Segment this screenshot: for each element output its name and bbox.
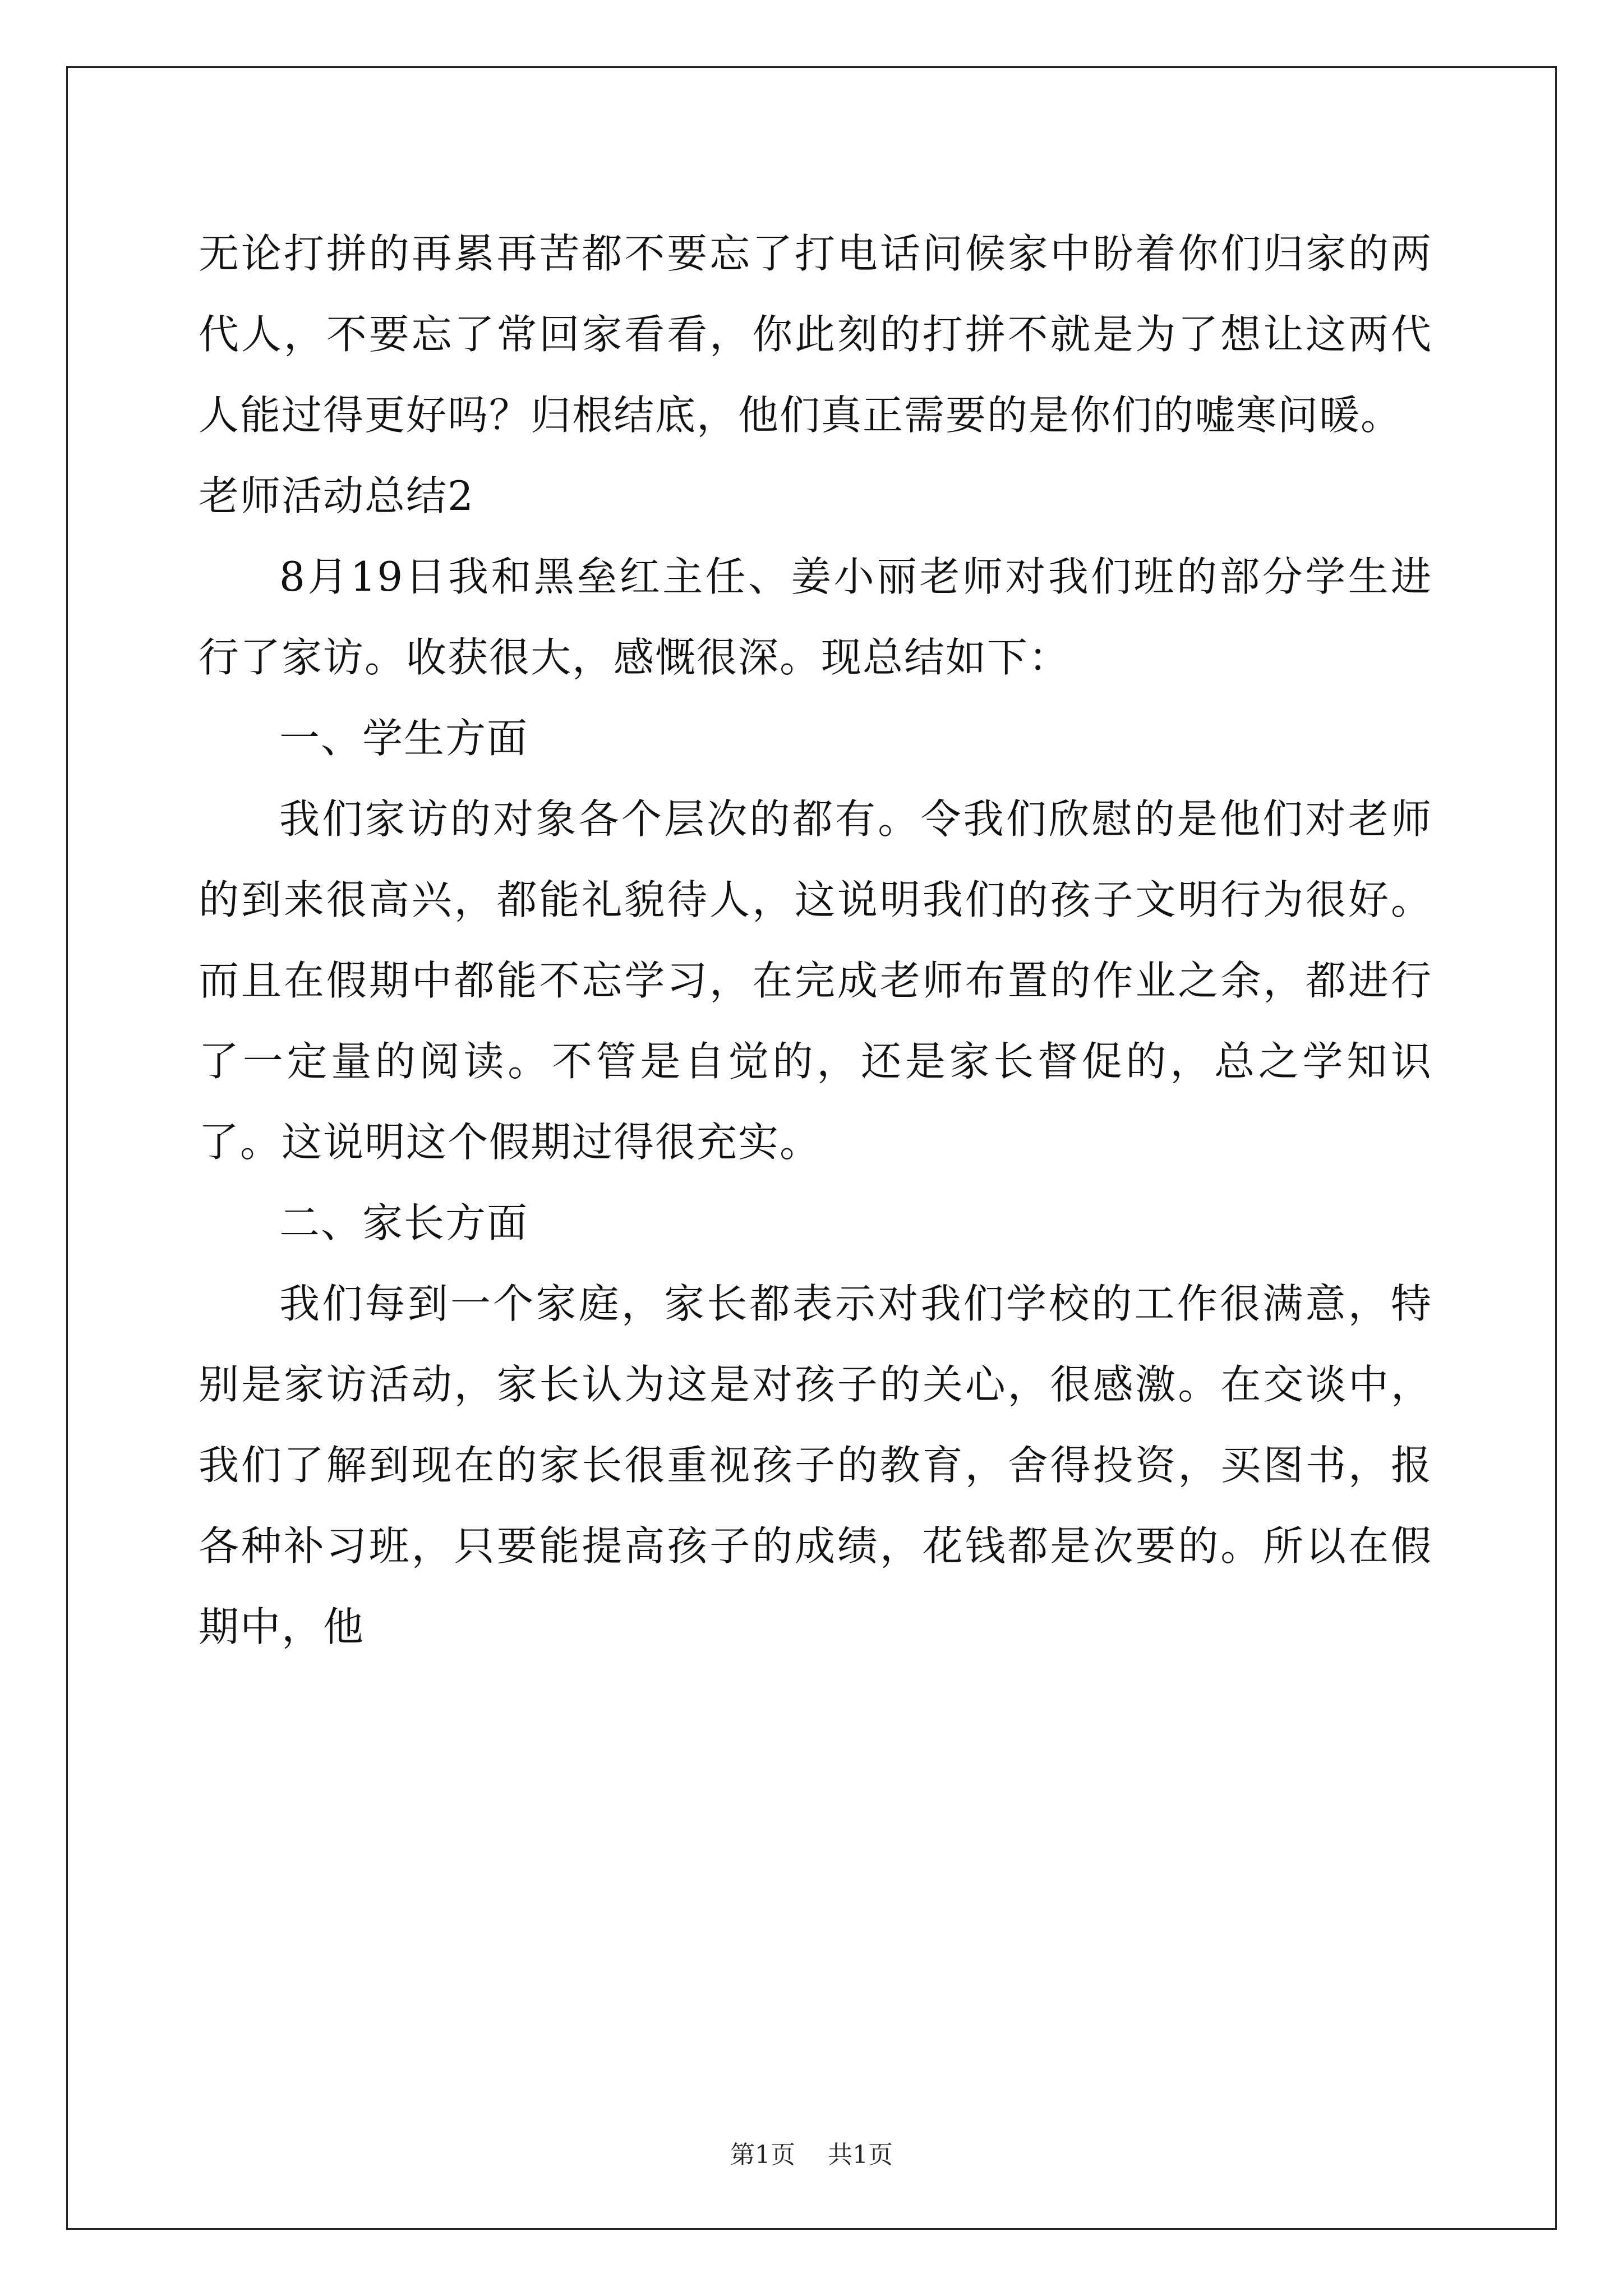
page-total: 共1页	[828, 2141, 893, 2169]
paragraph-4: 我们每到一个家庭，家长都表示对我们学校的工作很满意，特别是家访活动，家长认为这是对孩子的关心，很感激。在交谈中，我们了解到现在的家长很重视孩子的教育，舍得投资，买图书，报各种补习班，只要能提高孩子的成绩，花钱都是次要的。所以在假期中，他	[199, 1280, 1432, 1650]
page-footer	[0, 2138, 1623, 2172]
paragraph-1: 无论打拼的再累再苦都不要忘了打电话问候家中盼着你们归家的两代人，不要忘了常回家看看，你此刻的打拼不就是为了想让这两代人能过得更好吗？归根结底，他们真正需要的是你们的嘘寒问暖。	[199, 230, 1432, 439]
subheading-students: 一、学生方面	[279, 715, 529, 762]
section-heading: 老师活动总结2	[199, 472, 474, 519]
page-number: 第1页	[730, 2141, 795, 2169]
paragraph-3: 我们家访的对象各个层次的都有。令我们欣慰的是他们对老师的到来很高兴，都能礼貌待人，这说明我们的孩子文明行为很好。而且在假期中都能不忘学习，在完成老师布置的作业之余，都进行了一定量的阅读。不管是自觉的，还是家长督促的，总之学知识了。这说明这个假期过得很充实。	[199, 795, 1432, 1166]
paragraph-2: 8月19日我和黑垒红主任、姜小丽老师对我们班的部分学生进行了家访。收获很大，感慨很深。现总结如下：	[199, 553, 1432, 681]
subheading-parents: 二、家长方面	[279, 1199, 529, 1246]
document-body	[199, 213, 1432, 1667]
